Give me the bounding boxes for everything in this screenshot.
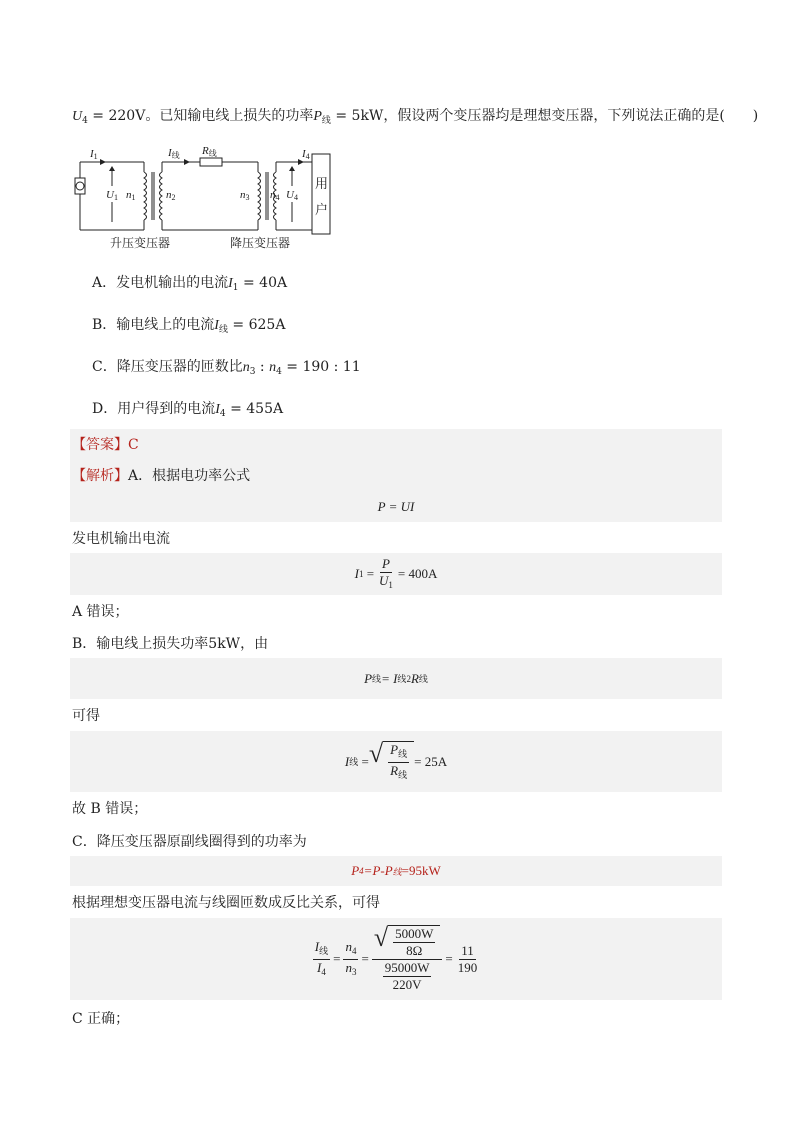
f6-n2-sub: 4 xyxy=(351,945,357,956)
stem-u-value: = 220V xyxy=(87,108,146,124)
f4-result: = 25A xyxy=(414,753,448,769)
f4-num: P xyxy=(390,741,399,757)
option-b-var: I xyxy=(214,318,219,333)
label-i4: I xyxy=(302,148,306,160)
option-b-letter: B． xyxy=(92,317,117,333)
option-a-text: 发电机输出的电流 xyxy=(116,275,229,291)
formula-p4 xyxy=(70,856,722,886)
label-step-down: 降压变压器 xyxy=(230,236,291,250)
option-a-var: I xyxy=(228,276,233,291)
f3-p-sub: 线 xyxy=(372,674,382,684)
label-rline-sub: 线 xyxy=(208,149,217,158)
f3-i-sub: 线 xyxy=(397,674,407,684)
label-user-2: 户 xyxy=(315,202,329,217)
label-user-1: 用 xyxy=(315,176,329,191)
analysis-label: 【解析】 xyxy=(72,468,128,484)
formula-i-line: I 线 = √ $\frac{P_线}{R_线}$ = 25A xyxy=(70,731,722,792)
option-c-letter: C． xyxy=(92,359,117,375)
f5-p: P xyxy=(351,863,360,878)
f4-den-sub: 线 xyxy=(398,769,408,780)
option-a-sub: 1 xyxy=(232,283,239,293)
label-i1-sub: 1 xyxy=(93,152,98,161)
label-n1: n xyxy=(126,189,132,201)
answer-value: C xyxy=(128,437,139,453)
text-c: C．降压变压器原副线圈得到的功率为 xyxy=(72,834,307,850)
formula-p-line xyxy=(70,658,722,699)
f2-lhs: I xyxy=(354,566,359,581)
svg-text:I1 xyxy=(89,148,98,161)
label-iline: I xyxy=(168,147,172,159)
option-d-var: I xyxy=(215,402,220,417)
f4-den: R xyxy=(390,762,399,778)
analysis-a: A．根据电功率公式 xyxy=(128,468,251,484)
stem-var-u: U xyxy=(72,109,83,124)
f6-d1-sub: 4 xyxy=(321,966,326,977)
text-b-wrong: 故 B 错误； xyxy=(72,801,148,817)
analysis-line xyxy=(72,466,250,486)
f6-b-num: 95000W xyxy=(384,960,430,975)
f4-sqrt: √ $\frac{P_线}{R_线}$ xyxy=(369,741,414,783)
option-c-var: n xyxy=(242,360,250,375)
f4-lhs-sub: 线 xyxy=(349,757,359,767)
f5-result: =95kW xyxy=(401,863,441,878)
f6-in-num: 5000W xyxy=(395,926,434,941)
text-ratio: 根据理想变压器电流与线圈匝数成反比关系，可得 xyxy=(72,895,380,911)
option-b-sub: 线 xyxy=(218,325,228,335)
f6-big-fraction: √ $\frac{5000W}{8\Omega}$ $\frac{95000W}{220V}$ xyxy=(372,925,443,993)
f6-n1-sub: 线 xyxy=(319,945,329,956)
label-rline: R xyxy=(202,145,209,157)
f3-r: R xyxy=(410,670,419,686)
option-b xyxy=(92,315,285,340)
label-n3: n xyxy=(240,189,246,201)
option-b-text: 输电线上的电流 xyxy=(116,317,215,333)
stem-text-1: 。已知输电线上损失的功率 xyxy=(145,108,314,124)
text-c-right: C 正确； xyxy=(72,1011,130,1027)
svg-text:U4 xyxy=(286,189,298,202)
f3-sup: 2 xyxy=(406,673,411,684)
f5-sub: 4 xyxy=(359,866,364,876)
label-step-up: 升压变压器 xyxy=(110,236,171,250)
label-n2-sub: 2 xyxy=(171,193,176,202)
label-n3-sub: 3 xyxy=(245,193,250,202)
option-a-letter: A． xyxy=(92,275,117,291)
answer-line xyxy=(72,435,139,455)
f5-rest: =P-P xyxy=(363,863,393,878)
svg-text:U1 xyxy=(106,189,118,202)
f2-den-sub: 1 xyxy=(388,579,393,590)
option-d-letter: D． xyxy=(92,401,118,417)
formula-p-ui: P = UI xyxy=(377,498,415,514)
option-c-var2: n xyxy=(269,360,277,375)
f2-result: = 400A xyxy=(397,566,438,581)
svg-text:n2 xyxy=(166,189,176,202)
label-i1: I xyxy=(90,148,94,160)
answer-label: 【答案】 xyxy=(72,437,128,453)
f6-d2: n xyxy=(345,959,352,975)
f6-b-den: 220V xyxy=(392,977,422,992)
formula-current-ratio: $\frac{I_线}{I_4}$ = $\frac{n_4}{n_3}$ = √ $\frac{5000W}{8\Omega}$ $\frac{95000W}{220V}$ = $\frac{11}{190}$ xyxy=(314,923,478,992)
f3-r-sub: 线 xyxy=(418,674,428,684)
stem-var-p-sub: 线 xyxy=(321,116,331,126)
label-i4-sub: 4 xyxy=(305,152,310,161)
stem-text-2: ，假设两个变压器均是理想变压器，下列说法正确的是( ) xyxy=(383,108,759,124)
svg-text:R线 xyxy=(201,145,217,158)
stem-var-p: P xyxy=(313,109,322,124)
label-u4: U xyxy=(286,189,294,201)
svg-text:n1 xyxy=(126,189,136,202)
label-iline-sub: 线 xyxy=(171,151,180,160)
label-u1: U xyxy=(106,189,114,201)
option-d-text: 用户得到的电流 xyxy=(117,401,216,417)
f6-n1: I xyxy=(314,938,320,954)
f2-num: P xyxy=(382,555,390,571)
option-a xyxy=(92,273,287,298)
option-c-value: = 190 : 11 xyxy=(281,359,361,375)
f6-n2: n xyxy=(345,938,352,954)
text-can-get: 可得 xyxy=(72,708,100,724)
formula-i1: I 1 = $\frac{P}{U_1}$ = 400A xyxy=(70,553,722,595)
label-n2: n xyxy=(166,189,172,201)
f4-num-sub: 线 xyxy=(398,748,408,759)
option-c-sub2: 4 xyxy=(276,367,282,377)
f2-fraction xyxy=(377,556,395,593)
f6-d2-sub: 3 xyxy=(351,966,357,977)
stem-p-value: = 5kW xyxy=(330,108,384,124)
text-a-wrong: A 错误； xyxy=(72,604,129,620)
label-n4-sub: 4 xyxy=(275,193,280,202)
option-d-value: = 455A xyxy=(225,401,284,417)
option-b-value: = 625A xyxy=(227,317,286,333)
f6-r-den: 190 xyxy=(457,959,478,975)
transmission-circuit-diagram xyxy=(72,144,342,250)
option-c: C．降压变压器的匝数比$n_3$ : $n_4 = 190$ : 11 xyxy=(92,359,361,377)
f3-p: P xyxy=(364,670,373,686)
f3-eq: = I xyxy=(381,670,398,686)
f2-den: U xyxy=(379,572,389,588)
label-u1-sub: 1 xyxy=(113,193,118,202)
text-generator-current: 发电机输出电流 xyxy=(72,531,170,547)
svg-text:I线 xyxy=(167,147,180,160)
option-d xyxy=(92,399,283,424)
stem-var-u-sub: 4 xyxy=(82,116,88,126)
svg-text:I4 xyxy=(301,148,310,161)
f6-in-den: 8Ω xyxy=(406,943,423,958)
f6-r-num: 11 xyxy=(461,942,474,958)
svg-text:n3 xyxy=(240,189,250,202)
option-a-value: = 40A xyxy=(238,275,288,291)
option-d-sub: 4 xyxy=(219,409,226,419)
f5-sub2: 线 xyxy=(392,866,402,877)
f6-d1: I xyxy=(317,959,322,975)
label-u4-sub: 4 xyxy=(293,193,298,202)
svg-text:n4 xyxy=(270,189,280,202)
option-c-sub: 3 xyxy=(249,367,256,377)
f4-lhs: I xyxy=(344,753,350,769)
label-n4: n xyxy=(270,189,276,201)
text-b: B．输电线上损失功率5kW，由 xyxy=(72,636,269,652)
question-stem xyxy=(72,106,758,131)
option-c-text: 降压变压器的匝数比 xyxy=(116,359,243,375)
label-n1-sub: 1 xyxy=(131,193,136,202)
f2-lhs-sub: 1 xyxy=(358,569,364,579)
